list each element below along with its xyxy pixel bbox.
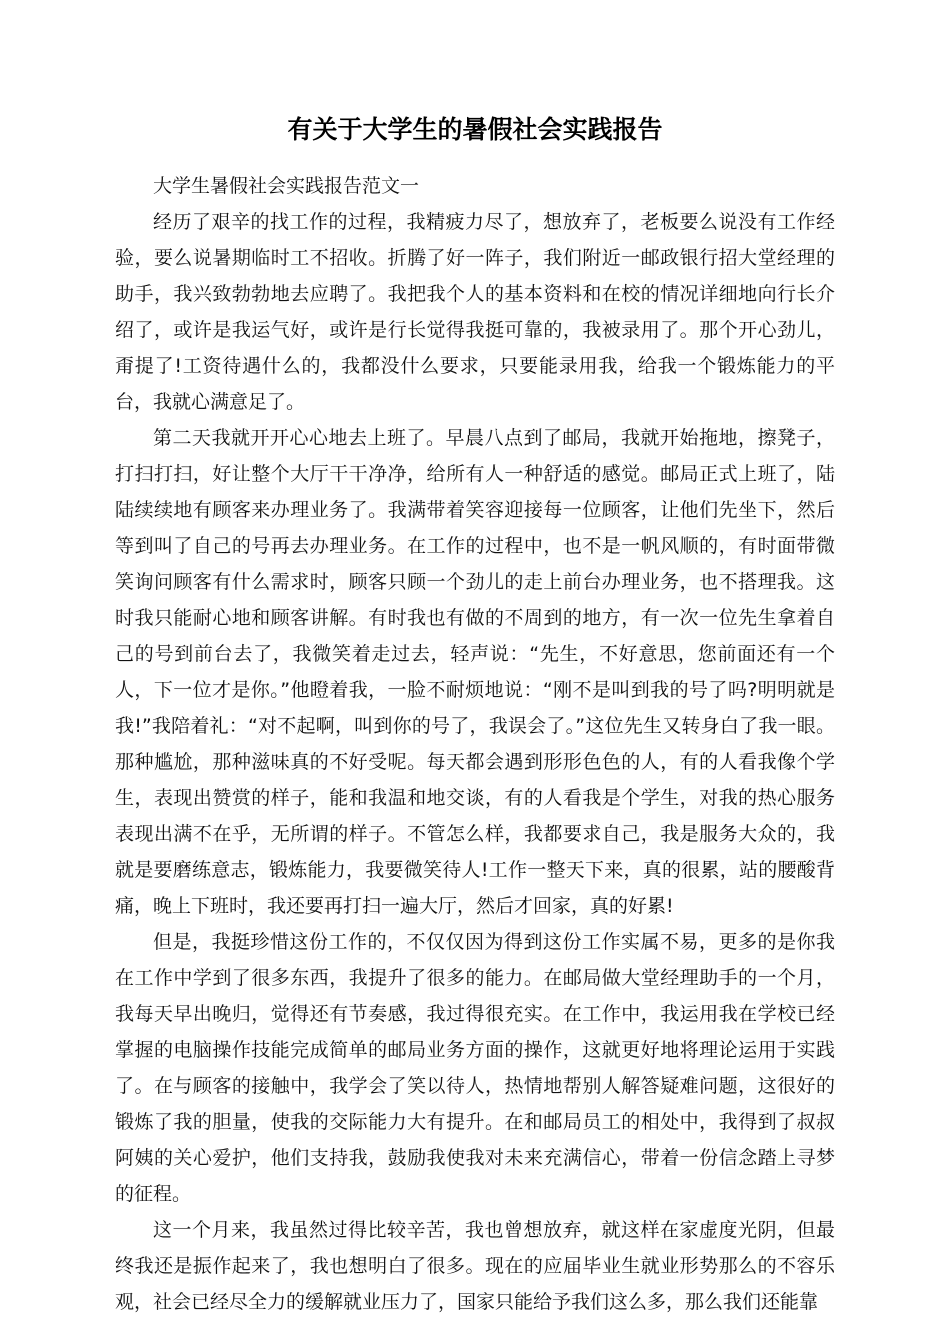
paragraph: 经历了艰辛的找工作的过程，我精疲力尽了，想放弃了，老板要么说没有工作经验，要么说暑期临时工不招收。折腾了好一阵子，我们附近一邮政银行招大堂经理的助手，我兴致勃勃地去应聘了。我把我个人的基本资料和在校的情况详细地向行长介绍了，或许是我运气好，或许是行长觉得我挺可靠的，我被录用了。那个开心劲儿，甭提了!工资待遇什么的，我都没什么要求，只要能录用我，给我一个锻炼能力的平台，我就心满意足了。: [115, 211, 835, 413]
paragraph: 第二天我就开开心心地去上班了。早晨八点到了邮局，我就开始拖地，擦凳子，打扫打扫，好让整个大厅干干净净，给所有人一种舒适的感觉。邮局正式上班了，陆陆续续地有顾客来办理业务了。我满带着笑容迎接每一位顾客，让他们先坐下，然后等到叫了自己的号再去办理业务。在工作的过程中，也不是一帆风顺的，有时面带微笑询问顾客有什么需求时，顾客只顾一个劲儿的走上前台办理业务，也不搭理我。这时我只能耐心地和顾客讲解。有时我也有做的不周到的地方，有一次一位先生拿着自己的号到前台去了，我微笑着走过去，轻声说：“先生，不好意思，您前面还有一个人，下一位才是你。”他瞪着我，一脸不耐烦地说：“刚不是叫到我的号了吗?明明就是我!”我陪着礼：“对不起啊，叫到你的号了，我误会了。”这位先生又转身白了我一眼。那种尴尬，那种滋味真的不好受呢。每天都会遇到形形色色的人，有的人看我像个学生，表现出赞赏的样子，能和我温和地交谈，有的人看我是个学生，对我的热心服务表现出满不在乎，无所谓的样子。不管怎么样，我都要求自己，我是服务大众的，我就是要磨练意志，锻炼能力，我要微笑待人!工作一整天下来，真的很累，站的腰酸背痛，晚上下班时，我还要再打扫一遍大厅，然后才回家，真的好累!: [115, 427, 835, 917]
paragraph: 这一个月来，我虽然过得比较辛苦，我也曾想放弃，就这样在家虚度光阴，但最终我还是振作起来了，我也想明白了很多。现在的应届毕业生就业形势那么的不容乐观，社会已经尽全力的缓解就业压力了，国家只能给予我们这么多，那么我们还能靠: [115, 1219, 835, 1313]
document-title: 有关于大学生的暑假社会实践报告: [287, 115, 663, 144]
section-heading: 大学生暑假社会实践报告范文一: [153, 175, 420, 197]
paragraph: 但是，我挺珍惜这份工作的，不仅仅因为得到这份工作实属不易，更多的是你我在工作中学到了很多东西，我提升了很多的能力。在邮局做大堂经理助手的一个月，我每天早出晚归，觉得还有节奏感，我过得很充实。在工作中，我运用我在学校已经掌握的电脑操作技能完成简单的邮局业务方面的操作，这就更好地将理论运用于实践了。在与顾客的接触中，我学会了笑以待人，热情地帮别人解答疑难问题，这很好的锻炼了我的胆量，使我的交际能力大有提升。在和邮局员工的相处中，我得到了叔叔阿姨的关心爱护，他们支持我，鼓励我使我对未来充满信心，带着一份信念踏上寻梦的征程。: [115, 931, 835, 1205]
document-body: [115, 168, 835, 1320]
